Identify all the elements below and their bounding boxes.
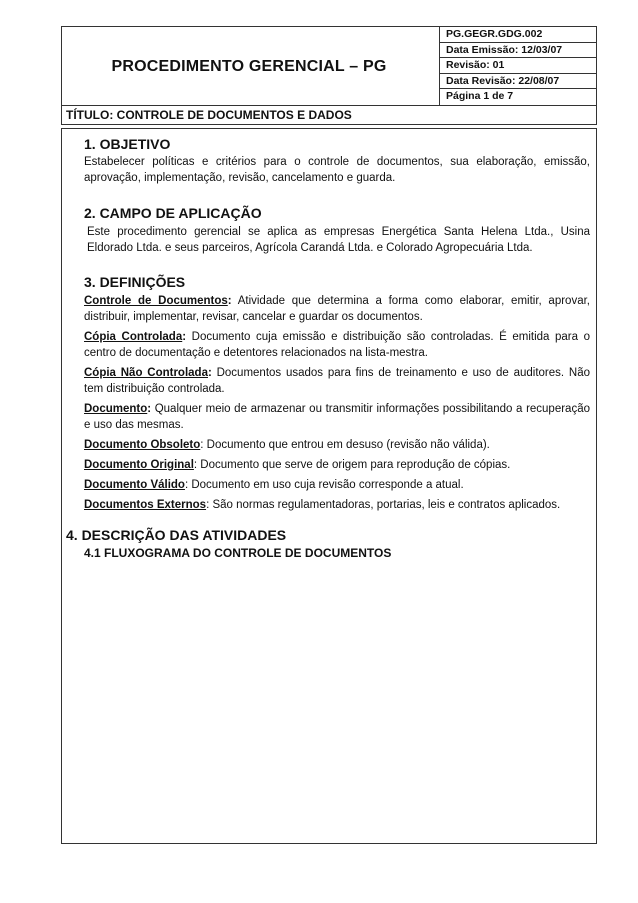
document-header — [61, 26, 597, 106]
definition-term: Documento Original — [84, 459, 194, 471]
document-subject-title: TÍTULO: CONTROLE DE DOCUMENTOS E DADOS — [61, 106, 597, 125]
definition-text: Documentos usados para fins de treinamento e uso de auditores. Não tem distribuição controlada. — [84, 367, 590, 395]
definition-term: Cópia Controlada — [84, 331, 183, 343]
section-campo-aplicacao — [84, 205, 590, 256]
section-descricao-atividades — [66, 527, 590, 561]
definition-text: Documento que entrou em desuso (revisão não válida). — [203, 439, 490, 451]
definition-text: São normas regulamentadoras, portarias, leis e contratos aplicados. — [209, 499, 561, 511]
section-heading: 3. DEFINIÇÕES — [84, 274, 186, 290]
section-heading: 1. OBJETIVO — [84, 136, 171, 152]
page-number: Página 1 de 7 — [446, 90, 514, 103]
document-code: PG.GEGR.GDG.002 — [440, 27, 596, 43]
definition-item: Documento: Qualquer meio de armazenar ou transmitir informações possibilitando a recuperação e uso das mesmas. — [84, 403, 590, 431]
definition-item: Documento Original: Documento que serve de origem para reprodução de cópias. — [84, 459, 511, 471]
subsection-heading: 4.1 FLUXOGRAMA DO CONTROLE DE DOCUMENTOS — [84, 546, 392, 560]
section-text: Este procedimento gerencial se aplica as empresas Energética Santa Helena Ltda., Usina Eldorado Ltda. e seus parceiros, Agrícola Carandá Ltda. e Colorado Agropecuária Ltda. — [87, 226, 590, 254]
document-title: PROCEDIMENTO GERENCIAL – PG — [111, 58, 387, 75]
definition-text: Documento que serve de origem para reprodução de cópias. — [197, 459, 511, 471]
section-definicoes — [84, 274, 590, 517]
revision-number: Revisão: 01 — [440, 58, 596, 74]
section-text: Estabelecer políticas e critérios para o controle de documentos, sua elaboração, emissão, aprovação, implementação, revisão, cancelamento e guarda. — [84, 156, 590, 184]
definition-item: Documentos Externos: São normas regulamentadoras, portarias, leis e contratos aplicados. — [84, 499, 561, 511]
definition-item: Documento Obsoleto: Documento que entrou em desuso (revisão não válida). — [84, 439, 490, 451]
definition-term: Cópia Não Controlada — [84, 367, 208, 379]
definition-item: Documento Válido: Documento em uso cuja revisão corresponde a atual. — [84, 479, 464, 491]
definition-item: Cópia Controlada: Documento cuja emissão e distribuição são controladas. É emitida para o centro de documentação e detentores relacionados na lista-mestra. — [84, 331, 590, 359]
definition-item: Controle de Documentos: Atividade que determina a forma como elaborar, emitir, aprovar, distribuir, implementar, revisar, cancelar e guardar os documentos. — [84, 295, 590, 323]
definition-text: Qualquer meio de armazenar ou transmitir informações possibilitando a recuperação e uso das mesmas. — [84, 403, 590, 431]
definition-term: Documento — [84, 403, 148, 415]
definition-term: Documento Válido — [84, 479, 185, 491]
emission-date: Data Emissão: 12/03/07 — [440, 43, 596, 59]
definition-term: Controle de Documentos — [84, 295, 228, 307]
definition-term: Documentos Externos — [84, 499, 207, 511]
definition-item: Cópia Não Controlada: Documentos usados para fins de treinamento e uso de auditores. Não tem distribuição controlada. — [84, 367, 590, 395]
definition-text: Documento em uso cuja revisão corresponde a atual. — [188, 479, 464, 491]
document-metadata — [439, 27, 596, 105]
definition-text: Atividade que determina a forma como elaborar, emitir, aprovar, distribuir, implementar, revisar, cancelar e guardar os documentos. — [84, 295, 590, 323]
section-objetivo — [84, 136, 590, 186]
revision-date: Data Revisão: 22/08/07 — [440, 74, 596, 90]
definition-text: Documento cuja emissão e distribuição são controladas. É emitida para o centro de documentação e detentores relacionados na lista-mestra. — [84, 331, 590, 359]
section-heading: 2. CAMPO DE APLICAÇÃO — [84, 205, 262, 221]
definition-term: Documento Obsoleto — [84, 439, 201, 451]
section-heading: 4. DESCRIÇÃO DAS ATIVIDADES — [66, 527, 287, 543]
